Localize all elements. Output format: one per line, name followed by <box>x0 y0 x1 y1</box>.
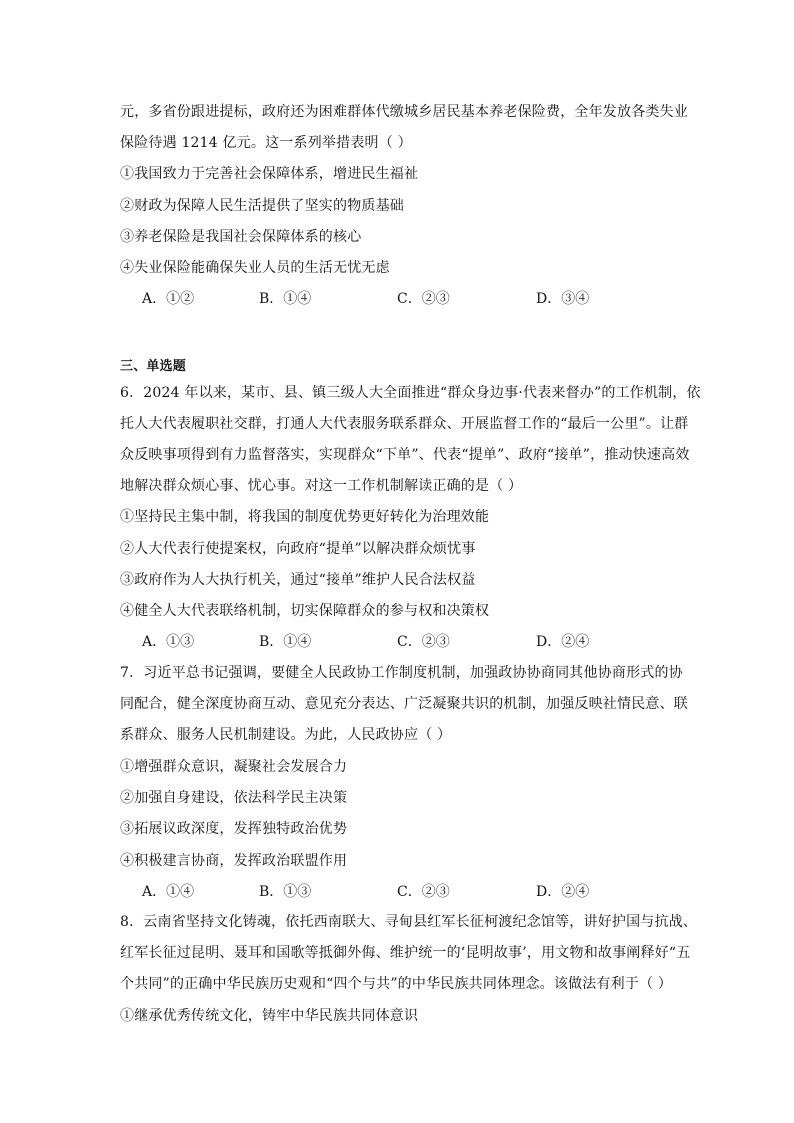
q8-statement: ①继承优秀传统文化，铸牢中华民族共同体意识 <box>120 1008 419 1024</box>
q5-stem-line: 保险待遇 1214 亿元。这一系列举措表明（ ） <box>120 135 412 151</box>
q8-stem-line: 红军长征过昆明、聂耳和国歌等抵御外侮、维护统一的‘昆明故事’，用文物和故事阐释好“五 <box>120 945 691 961</box>
q6-stem-line: 6．2024 年以来，某市、县、镇三级人大全面推进“群众身边事·代表来督办”的工作机制，依 <box>120 385 701 401</box>
option-b[interactable]: B．①④ <box>259 291 312 307</box>
q5-options <box>142 289 622 309</box>
q6-statement: ④健全人大代表联络机制，切实保障群众的参与权和决策权 <box>120 603 490 619</box>
option-a[interactable]: A．①④ <box>142 884 195 900</box>
q5-statement: ④失业保险能确保失业人员的生活无忧无虑 <box>120 260 390 276</box>
q5-stem-line: 元，多省份跟进提标，政府还为困难群体代缴城乡居民基本养老保险费，全年发放各类失业 <box>120 104 688 120</box>
section-title: 三、单选题 <box>120 359 187 374</box>
option-d[interactable]: D．②④ <box>536 884 590 900</box>
q7-stem-line: 7．习近平总书记强调，要健全人民政协工作制度机制，加强政协协商同其他协商形式的协 <box>120 665 683 681</box>
option-c[interactable]: C．②③ <box>397 634 450 650</box>
q7-stem-line: 系群众、服务人民机制建设。为此，人民政协应（ ） <box>120 727 452 743</box>
q6-statement: ②人大代表行使提案权，向政府“提单”以解决群众烦忧事 <box>120 541 476 557</box>
q5-statement: ②财政为保障人民生活提供了坚实的物质基础 <box>120 198 404 214</box>
q7-stem-line: 同配合，健全深度协商互动、意见充分表达、广泛凝聚共识的机制，加强反映社情民意、联 <box>120 696 688 712</box>
q7-statement: ④积极建言协商，发挥政治联盟作用 <box>120 853 348 869</box>
q7-statement: ③拓展议政深度，发挥独特政治优势 <box>120 821 348 837</box>
option-c[interactable]: C．②③ <box>397 291 450 307</box>
option-a[interactable]: A．①② <box>142 291 195 307</box>
option-d[interactable]: D．②④ <box>536 634 590 650</box>
option-a[interactable]: A．①③ <box>142 634 195 650</box>
q7-statement: ①增强群众意识，凝聚社会发展合力 <box>120 759 348 775</box>
option-d[interactable]: D．③④ <box>536 291 590 307</box>
q8-stem-line: 8．云南省坚持文化铸魂，依托西南联大、寻甸县红军长征柯渡纪念馆等，讲好护国与抗战、 <box>120 914 698 930</box>
q6-options <box>142 632 622 652</box>
q6-statement: ①坚持民主集中制，将我国的制度优势更好转化为治理效能 <box>120 509 490 525</box>
option-c[interactable]: C．②③ <box>397 884 450 900</box>
option-b[interactable]: B．①④ <box>259 634 312 650</box>
q7-options <box>142 882 622 902</box>
q5-statement: ①我国致力于完善社会保障体系，增进民生福祉 <box>120 166 419 182</box>
q6-stem-line: 地解决群众烦心事、忧心事。对这一工作机制解读正确的是（ ） <box>120 478 523 494</box>
q5-statement: ③养老保险是我国社会保障体系的核心 <box>120 229 362 245</box>
q8-stem-line: 个共同”的正确中华民族历史观和“四个与共”的中华民族共同体理念。该做法有利于（ ） <box>120 976 673 992</box>
option-b[interactable]: B．①③ <box>259 884 312 900</box>
q6-stem-line: 众反映事项得到有力监督落实，实现群众“下单”、代表“提单”、政府“接单”，推动快速高效 <box>120 447 690 463</box>
q7-statement: ②加强自身建设，依法科学民主决策 <box>120 790 348 806</box>
q6-stem-line: 托人大代表履职社交群，打通人大代表服务联系群众、开展监督工作的“最后一公里”。让群 <box>120 416 689 432</box>
q6-statement: ③政府作为人大执行机关，通过“接单”维护人民合法权益 <box>120 572 476 588</box>
